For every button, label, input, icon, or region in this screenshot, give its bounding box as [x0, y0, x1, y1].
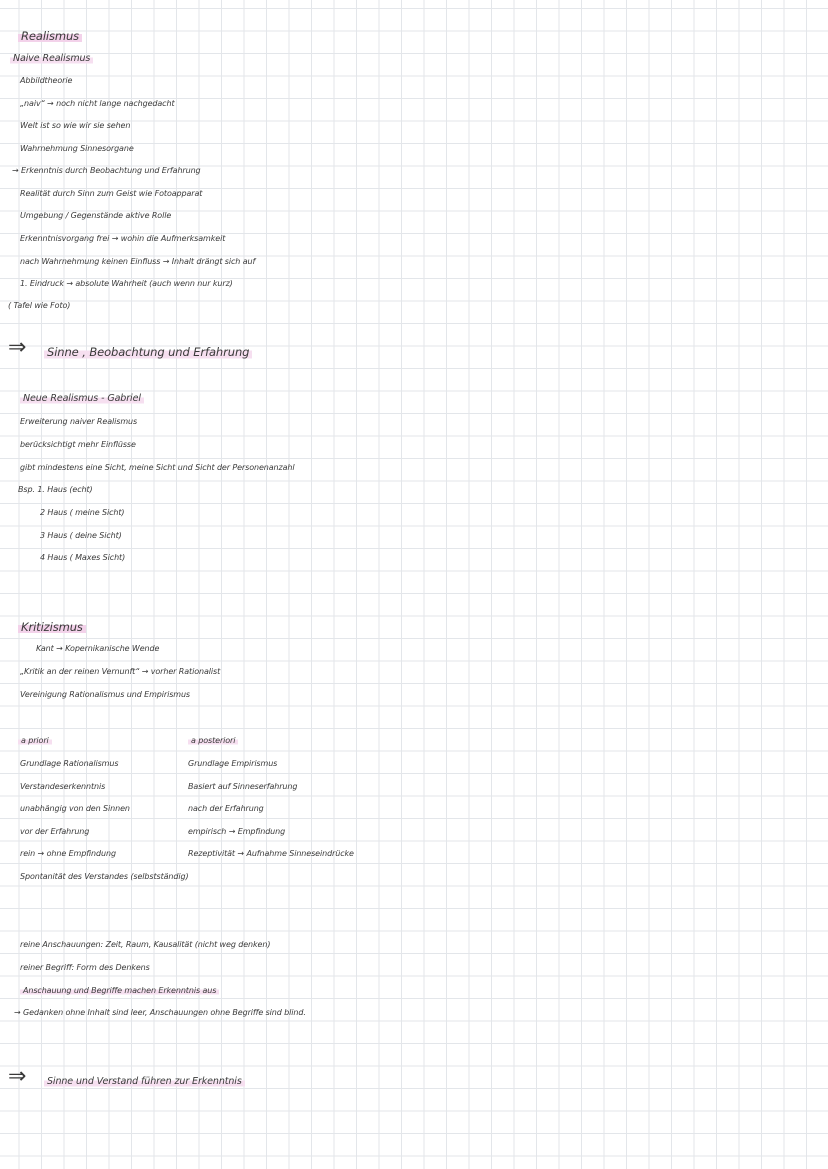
list-item: 4 Haus ( Maxes Sicht) [40, 553, 126, 562]
list-item: Realität durch Sinn zum Geist wie Fotoapparat [20, 189, 203, 198]
conclusion-arrow-icon: ⇒ [8, 1064, 27, 1089]
section-title-kritizismus: Kritizismus [18, 619, 86, 635]
list-item: 3 Haus ( deine Sicht) [40, 531, 122, 540]
list-item: 2 Haus ( meine Sicht) [40, 508, 125, 517]
list-item: vor der Erfahrung [20, 827, 90, 836]
list-item: Erweiterung naiver Realismus [20, 417, 138, 426]
list-item: gibt mindestens eine Sicht, meine Sicht und Sicht der Personenanzahl [20, 463, 295, 472]
list-item: 1. Eindruck → absolute Wahrheit (auch wenn nur kurz) [20, 279, 233, 288]
list-item: nach der Erfahrung [188, 804, 264, 813]
conclusion-text: Sinne und Verstand führen zur Erkenntnis [44, 1075, 245, 1089]
list-item: Umgebung / Gegenstände aktive Rolle [20, 211, 172, 220]
list-item: Erkenntnisvorgang frei → wohin die Aufmerksamkeit [20, 234, 226, 243]
subtitle-naive-realismus: Naive Realismus [10, 52, 93, 66]
list-item: reine Anschauungen: Zeit, Raum, Kausalität (nicht weg denken) [20, 940, 271, 949]
list-item: Wahrnehmung Sinnesorgane [20, 144, 134, 153]
list-item: rein → ohne Empfindung [20, 849, 116, 858]
conclusion-arrow-icon: ⇒ [8, 335, 27, 360]
list-item: „naiv“ → noch nicht lange nachgedacht [20, 99, 175, 108]
list-item: Abbildtheorie [20, 76, 73, 85]
list-item: Grundlage Rationalismus [20, 759, 119, 768]
a-priori-heading: a priori [18, 735, 52, 747]
list-item: reiner Begriff: Form des Denkens [20, 963, 150, 972]
list-item: Welt ist so wie wir sie sehen [20, 121, 131, 130]
list-item: → Gedanken ohne Inhalt sind leer, Anschauungen ohne Begriffe sind blind. [14, 1008, 306, 1017]
list-item: nach Wahrnehmung keinen Einfluss → Inhalt drängt sich auf [20, 257, 256, 266]
list-item: Grundlage Empirismus [188, 759, 278, 768]
list-item: empirisch → Empfindung [188, 827, 286, 836]
list-item: berücksichtigt mehr Einflüsse [20, 440, 136, 449]
section-title-realismus: Realismus [18, 28, 82, 44]
list-item: „Kritik an der reinen Vernunft“ → vorher Rationalist [20, 667, 221, 676]
list-item: Kant → Kopernikanische Wende [36, 644, 160, 653]
list-item: Rezeptivität → Aufnahme Sinneseindrücke [188, 849, 354, 858]
section-title-neuer-realismus: Neue Realismus - Gabriel [20, 392, 144, 406]
list-item: unabhängig von den Sinnen [20, 804, 130, 813]
list-item: Bsp. 1. Haus (echt) [18, 485, 93, 494]
list-item: Spontanität des Verstandes (selbstständig) [20, 872, 189, 881]
list-item: Vereinigung Rationalismus und Empirismus [20, 690, 190, 699]
list-item: Basiert auf Sinneserfahrung [188, 782, 298, 791]
conclusion-text: Sinne , Beobachtung und Erfahrung [44, 344, 252, 360]
list-item: → Erkenntnis durch Beobachtung und Erfahrung [12, 166, 201, 175]
list-item: Anschauung und Begriffe machen Erkenntnis aus [20, 985, 219, 997]
a-posteriori-heading: a posteriori [188, 735, 238, 747]
list-item: Verstandeserkenntnis [20, 782, 106, 791]
list-item: ( Tafel wie Foto) [8, 301, 71, 310]
